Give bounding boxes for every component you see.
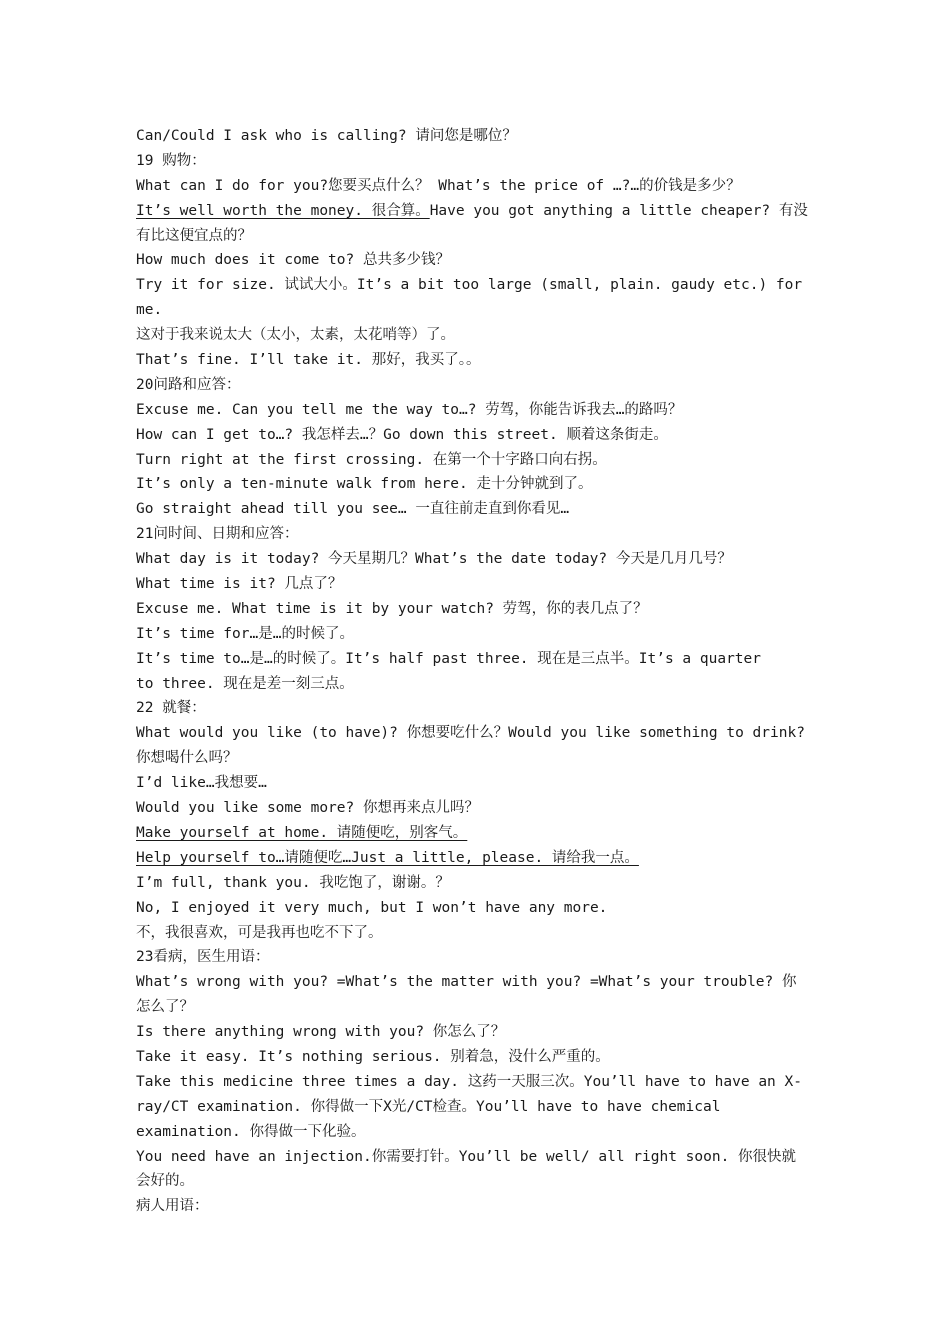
text-line-content: 不，我很喜欢，可是我再也吃不下了。 [136, 924, 383, 941]
text-line-content: 有比这便宜点的？ [136, 227, 252, 244]
text-line-content: Can/Could I ask who is calling? 请问您是哪位？ [136, 128, 517, 144]
text-line [136, 1020, 816, 1045]
text-line [136, 174, 816, 199]
text-line-content: me. [136, 302, 163, 319]
text-line [136, 248, 816, 273]
text-line [136, 771, 816, 796]
text-line-content: to three. 现在是差一刻三点。 [136, 675, 354, 692]
text-line-content: Help yourself to…请随便吃…Just a little, please. 请给我一点。 [136, 849, 639, 866]
text-line-content: It’s only a ten-minute walk from here. 走十分钟就到了。 [136, 476, 593, 493]
text-line-content: No, I enjoyed it very much, but I won’t have any more. [136, 899, 608, 916]
text-line [136, 323, 816, 348]
text-line [136, 1045, 816, 1070]
text-line [136, 846, 816, 871]
text-line [136, 921, 816, 946]
text-line-content: What can I do for you?您要买点什么？ What’s the price of …?…的价钱是多少？ [136, 177, 741, 194]
text-line-content: 你想喝什么吗？ [136, 750, 238, 767]
text-line [136, 970, 816, 995]
text-line-content: How much does it come to? 总共多少钱？ [136, 252, 450, 269]
text-line [136, 1070, 816, 1095]
text-line [136, 871, 816, 896]
text-line-content: It’s time to…是…的时候了。It’s half past three. 现在是三点半。It’s a quarter [136, 650, 761, 667]
text-line-content: Turn right at the first crossing. 在第一个十字路口向右拐。 [136, 451, 607, 468]
text-line [136, 746, 816, 771]
text-line-content: Excuse me. Can you tell me the way to…? 劳驾，你能告诉我去…的路吗？ [136, 401, 683, 418]
text-line-content: What would you like (to have)? 你想要吃什么？Would you like something to drink? [136, 725, 805, 742]
text-line [136, 149, 816, 174]
text-line [136, 597, 816, 622]
text-line [136, 995, 816, 1020]
text-line [136, 647, 816, 672]
text-line-content: How can I get to…? 我怎样去…？Go down this street. 顺着这条街走。 [136, 426, 668, 443]
text-line-content: Excuse me. What time is it by your watch? 劳驾，你的表几点了？ [136, 600, 648, 617]
text-line [136, 547, 816, 572]
text-line-content: Would you like some more? 你想再来点儿吗？ [136, 800, 479, 817]
text-line-content: What’s wrong with you? =What’s the matter with you? =What’s your trouble? 你 [136, 974, 797, 991]
text-line-content: 这对于我来说太大（太小，太素，太花哨等）了。 [136, 327, 455, 344]
text-line-content: 21问时间、日期和应答： [136, 526, 299, 543]
text-line-content: Make yourself at home. 请随便吃，别客气。 [136, 824, 468, 841]
text-line [136, 448, 816, 473]
text-line [136, 945, 816, 970]
text-line-content: ray/CT examination. 你得做一下X光/CT检查。You’ll have to have chemical [136, 1098, 721, 1115]
text-line-content: 会好的。 [136, 1173, 194, 1190]
text-line [136, 373, 816, 398]
text-line [136, 472, 816, 497]
text-line-content: Try it for size. 试试大小。It’s a bit too large (small, plain. gaudy etc.) for [136, 277, 803, 294]
text-line [136, 273, 816, 298]
document-body [136, 124, 816, 1219]
text-line-content: 20问路和应答： [136, 376, 241, 393]
text-line [136, 821, 816, 846]
text-line-content: I’m full, thank you. 我吃饱了，谢谢。？ [136, 874, 450, 891]
text-line-content: What time is it? 几点了？ [136, 576, 343, 593]
text-line [136, 796, 816, 821]
text-line-content: What day is it today? 今天星期几？What’s the date today? 今天是几月几号？ [136, 551, 732, 568]
text-line-content: I’d like…我想要… [136, 775, 267, 792]
text-line [136, 497, 816, 522]
text-line-content: It’s well worth the money. 很合算。 [136, 202, 430, 219]
text-line-content: Take this medicine three times a day. 这药一天服三次。You’ll have to have an X- [136, 1073, 802, 1090]
text-line [136, 398, 816, 423]
text-line [136, 224, 816, 249]
text-line [136, 696, 816, 721]
text-line-content: 病人用语： [136, 1198, 209, 1215]
text-line [136, 1169, 816, 1194]
text-line [136, 298, 816, 323]
text-line-content: That’s fine. I’ll take it. 那好，我买了。。 [136, 352, 481, 369]
text-line-content: 19 购物： [136, 152, 206, 169]
text-line [136, 672, 816, 697]
text-line [136, 348, 816, 373]
text-line-content: Take it easy. It’s nothing serious. 别着急，没什么严重的。 [136, 1048, 610, 1065]
text-line [136, 622, 816, 647]
text-line [136, 522, 816, 547]
text-line [136, 1095, 816, 1120]
text-line [136, 124, 816, 149]
text-line-content: 怎么了？ [136, 999, 194, 1016]
text-line [136, 721, 816, 746]
text-line-content: Is there anything wrong with you? 你怎么了？ [136, 1024, 506, 1041]
text-line [136, 572, 816, 597]
text-line [136, 423, 816, 448]
text-line-content: It’s time for…是…的时候了。 [136, 625, 354, 642]
text-line [136, 199, 816, 224]
text-line-continuation: Have you got anything a little cheaper? 有没 [429, 202, 808, 219]
text-line [136, 1194, 816, 1219]
text-line [136, 1145, 816, 1170]
text-line-content: Go straight ahead till you see… 一直往前走直到你看见… [136, 501, 570, 518]
text-line [136, 896, 816, 921]
text-line-content: 22 就餐： [136, 700, 206, 717]
text-line [136, 1120, 816, 1145]
text-line-content: 23看病，医生用语： [136, 949, 270, 966]
text-line-content: You need have an injection.你需要打针。You’ll be well/ all right soon. 你很快就 [136, 1148, 797, 1165]
text-line-content: examination. 你得做一下化验。 [136, 1123, 366, 1140]
